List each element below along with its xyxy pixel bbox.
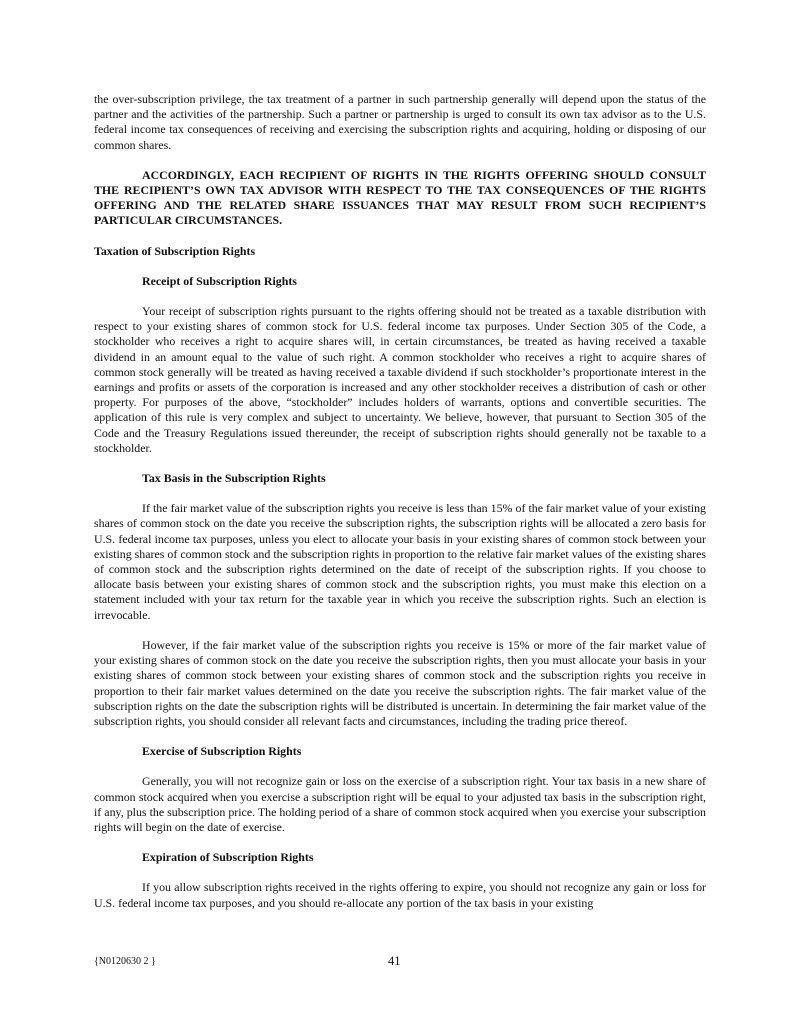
document-page xyxy=(94,92,706,911)
tax-advisor-notice: ACCORDINGLY, EACH RECIPIENT OF RIGHTS IN THE RIGHTS OFFERING SHOULD CONSULT THE RECIPIENT’S OWN TAX ADVISOR WITH RESPECT TO THE TAX CONSEQUENCES OF THE RIGHTS OFFERING AND THE RELATED SHARE ISSUANCES THAT MAY RESULT FROM SUCH RECIPIENT’S PARTICULAR CIRCUMSTANCES. xyxy=(94,167,706,228)
subheading-expiration: Expiration of Subscription Rights xyxy=(142,850,314,865)
subheading-exercise: Exercise of Subscription Rights xyxy=(142,744,302,759)
subheading-receipt: Receipt of Subscription Rights xyxy=(142,273,297,288)
exercise-paragraph: Generally, you will not recognize gain or loss on the exercise of a subscription right. Your tax basis in a new share of common stock acquired when you exercise a subscription right will be equal to your adjusted tax basis in the subscription right, if any, plus the subscription price. The holding period of a share of common stock acquired when you exercise your subscription rights will begin on the date of exercise. xyxy=(94,774,706,834)
intro-paragraph: the over-subscription privilege, the tax treatment of a partner in such partnership generally will depend upon the status of the partner and the activities of the partnership. Such a partner or partnership is urged to consult its own tax advisor as to the U.S. federal income tax consequences of receiving and exercising the subscription rights and acquiring, holding or disposing of our common shares. xyxy=(94,92,706,152)
subheading-tax-basis: Tax Basis in the Subscription Rights xyxy=(142,471,326,486)
expiration-paragraph: If you allow subscription rights received in the rights offering to expire, you should not recognize any gain or loss for U.S. federal income tax purposes, and you should re-allocate any portion of the tax basis in your existing xyxy=(94,880,706,910)
page-number: 41 xyxy=(388,954,401,968)
section-heading-taxation: Taxation of Subscription Rights xyxy=(94,243,256,258)
tax-basis-paragraph-1: If the fair market value of the subscription rights you receive is less than 15% of the fair market value of your existing shares of common stock on the date you receive the subscription rights, the subscription rights will be allocated a zero basis for U.S. federal income tax purposes, unless you elect to allocate your basis in your existing shares of common stock between your existing shares of common stock and the subscription rights in proportion to the relative fair market values of the existing shares of common stock and the subscription rights determined on the date of receipt of the subscription rights. If you choose to allocate basis between your existing shares of common stock and the subscription rights, you must make this election on a statement included with your tax return for the taxable year in which you receive the subscription rights. Such an election is irrevocable. xyxy=(94,501,706,622)
footer-document-id: {N0120630 2 } xyxy=(94,956,156,967)
tax-basis-paragraph-2: However, if the fair market value of the subscription rights you receive is 15% or more of the fair market value of your existing shares of common stock on the date you receive the subscription rights, then you must allocate your basis in your existing shares of common stock between your existing shares of common stock and the subscription rights you receive in proportion to their fair market values determined on the date you receive the subscription rights. The fair market value of the subscription rights on the date the subscription rights will be distributed is uncertain. In determining the fair market value of the subscription rights, you should consider all relevant facts and circumstances, including the trading price thereof. xyxy=(94,637,706,728)
receipt-paragraph: Your receipt of subscription rights pursuant to the rights offering should not be treated as a taxable distribution with respect to your existing shares of common stock for U.S. federal income tax purposes. Under Section 305 of the Code, a stockholder who receives a right to acquire shares will, in certain circumstances, be treated as having received a taxable dividend in an amount equal to the value of such right. A common stockholder who receives a right to acquire shares of common stock generally will be treated as having received a taxable dividend if such stockholder’s proportionate interest in the earnings and profits or assets of the corporation is increased and any other stockholder receives a distribution of cash or other property. For purposes of the above, “stockholder” includes holders of warrants, options and convertible securities. The application of this rule is very complex and subject to uncertainty. We believe, however, that pursuant to Section 305 of the Code and the Treasury Regulations issued thereunder, the receipt of subscription rights should generally not be taxable to a stockholder. xyxy=(94,304,706,455)
